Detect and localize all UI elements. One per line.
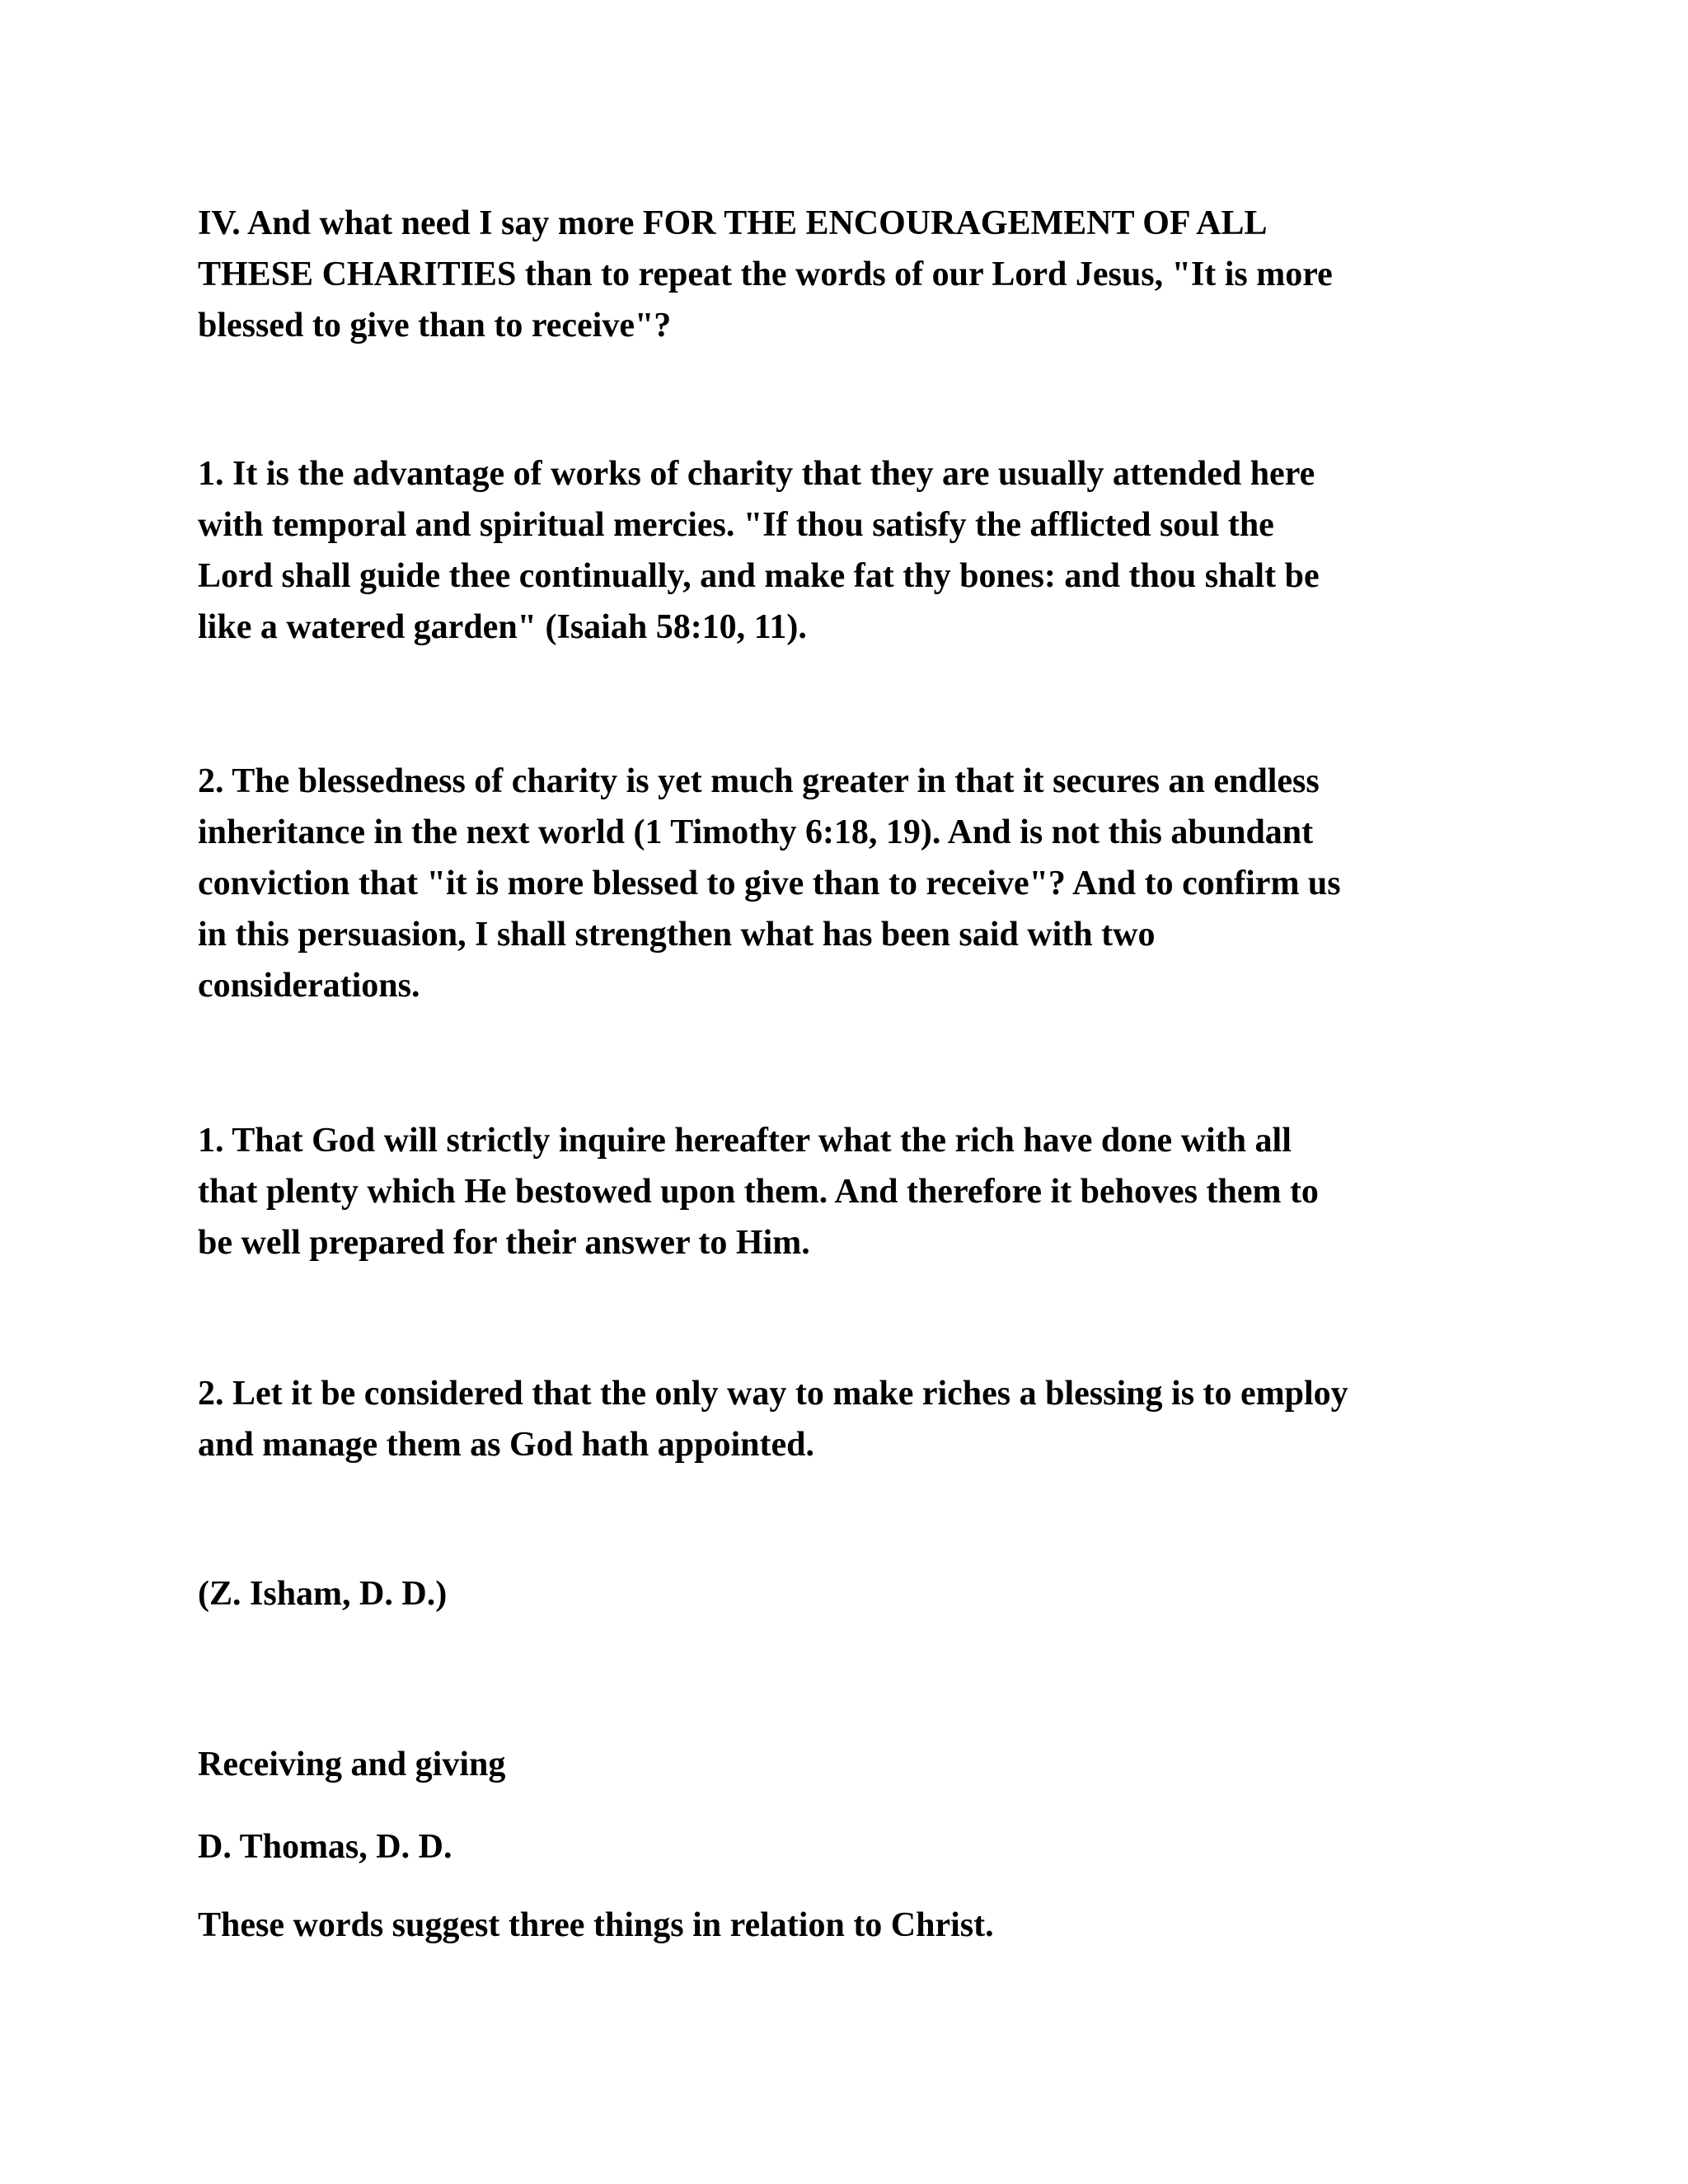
author-line [198, 1821, 1484, 1872]
attribution [198, 1568, 1484, 1619]
text-line: Receiving and giving [198, 1746, 506, 1783]
text-line: blessed to give than to receive"? [198, 307, 672, 344]
text-line: and manage them as God hath appointed. [198, 1426, 814, 1464]
intro-sentence [198, 1900, 1484, 1951]
text-line: (Z. Isham, D. D.) [198, 1575, 448, 1613]
text-line: 2. Let it be considered that the only way to make riches a blessing is to employ [198, 1375, 1348, 1413]
text-line: inheritance in the next world (1 Timothy 6:18, 19). And is not this abundant [198, 813, 1314, 851]
text-line: 1. That God will strictly inquire hereafter what the rich have done with all [198, 1122, 1292, 1160]
paragraph-point-1 [198, 448, 1484, 653]
text-line: 2. The blessedness of charity is yet much greater in that it secures an endless [198, 762, 1320, 800]
text-line: like a watered garden" (Isaiah 58:10, 11). [198, 608, 807, 646]
text-line: considerations. [198, 967, 420, 1005]
text-line: These words suggest three things in relation to Christ. [198, 1906, 994, 1944]
text-line: be well prepared for their answer to Him. [198, 1224, 810, 1262]
text-line: Lord shall guide thee continually, and make fat thy bones: and thou shalt be [198, 557, 1320, 595]
text-line: that plenty which He bestowed upon them. And therefore it behoves them to [198, 1173, 1319, 1211]
paragraph-consideration-2 [198, 1368, 1484, 1470]
paragraph-section-iv [198, 198, 1484, 351]
text-line: D. Thomas, D. D. [198, 1828, 452, 1866]
section-heading [198, 1739, 1484, 1790]
paragraph-consideration-1 [198, 1115, 1484, 1268]
text-line: conviction that "it is more blessed to give than to receive"? And to confirm us [198, 865, 1341, 902]
text-line: with temporal and spiritual mercies. "If thou satisfy the afflicted soul the [198, 506, 1274, 544]
text-line: in this persuasion, I shall strengthen what has been said with two [198, 916, 1156, 954]
text-line: THESE CHARITIES than to repeat the words of our Lord Jesus, "It is more [198, 255, 1333, 293]
text-line: 1. It is the advantage of works of charity that they are usually attended here [198, 455, 1315, 493]
paragraph-point-2 [198, 756, 1484, 1011]
text-line: IV. And what need I say more FOR THE ENCOURAGEMENT OF ALL [198, 204, 1268, 242]
